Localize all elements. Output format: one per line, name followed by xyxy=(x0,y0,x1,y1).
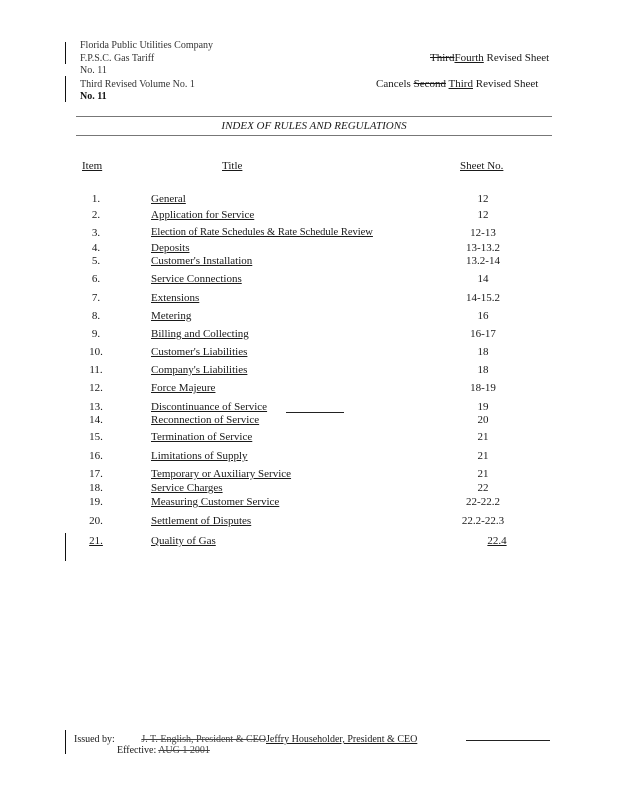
item-number: 11. xyxy=(89,364,103,376)
index-row xyxy=(0,382,623,396)
change-bar-header xyxy=(65,42,66,64)
item-sheet: 21 xyxy=(477,468,489,480)
volume-label: Third Revised Volume No. 1 xyxy=(80,79,195,90)
item-number: 19. xyxy=(89,496,103,508)
change-bar-footer xyxy=(65,730,66,754)
sheet-suffix-text: Revised Sheet xyxy=(486,52,550,64)
item-sheet: 21 xyxy=(477,431,489,443)
item-number: 16. xyxy=(89,450,103,462)
index-row xyxy=(0,431,623,445)
item-sheet: 18-19 xyxy=(470,382,496,394)
index-title: INDEX OF RULES AND REGULATIONS xyxy=(221,120,407,132)
item-title: Termination of Service xyxy=(151,431,253,443)
sheet-struck-text: Third xyxy=(430,52,455,64)
item-number: 10. xyxy=(89,346,103,358)
item-title: Settlement of Disputes xyxy=(151,515,252,527)
index-row xyxy=(0,468,623,482)
item-number: 7. xyxy=(91,292,101,304)
item-title: Quality of Gas xyxy=(151,535,216,547)
item-sheet: 22-22.2 xyxy=(466,496,500,508)
index-row xyxy=(0,310,623,324)
item-number: 5. xyxy=(91,255,101,267)
issued-label: Issued by: xyxy=(74,734,115,745)
item-number: 21. xyxy=(89,535,103,547)
index-row xyxy=(0,209,623,223)
item-title: Temporary or Auxiliary Service xyxy=(151,468,292,480)
item-number: 4. xyxy=(91,242,101,254)
cancels-struck-text: Second xyxy=(413,78,446,90)
item-title: Deposits xyxy=(151,242,190,254)
item-title: Application for Service xyxy=(151,209,255,221)
item-number: 17. xyxy=(89,468,103,480)
index-row xyxy=(0,242,623,256)
item-title: General xyxy=(151,193,186,205)
item-number: 20. xyxy=(89,515,103,527)
item-sheet: 22 xyxy=(477,482,489,494)
item-title: Reconnection of Service xyxy=(151,414,260,426)
item-title: Service Connections xyxy=(151,273,242,285)
item-title: Discontinuance of Service xyxy=(151,401,268,413)
effective-line xyxy=(117,745,210,756)
item-title: Service Charges xyxy=(151,482,223,494)
column-header-sheet: Sheet No. xyxy=(460,160,504,172)
item-title: Limitations of Supply xyxy=(151,450,248,462)
item-title: Company's Liabilities xyxy=(151,364,248,376)
index-row xyxy=(0,364,623,378)
item-number: 15. xyxy=(89,431,103,443)
index-row xyxy=(0,292,623,306)
company-name: Florida Public Utilities Company xyxy=(80,40,214,51)
item-number: 1. xyxy=(91,193,101,205)
column-header-title: Title xyxy=(222,160,243,172)
item-sheet: 18 xyxy=(477,364,489,376)
sheet-inserted-text: Fourth xyxy=(454,52,484,64)
index-row xyxy=(0,255,623,269)
item-title: Billing and Collecting xyxy=(151,328,249,340)
item-number: 12. xyxy=(89,382,103,394)
tariff-number: No. 11 xyxy=(80,65,107,76)
item-sheet: 21 xyxy=(477,450,489,462)
item-title: Extensions xyxy=(151,292,200,304)
item-title: Election of Rate Schedules & Rate Schedule Review xyxy=(151,227,373,238)
issued-by-line xyxy=(74,734,417,745)
item-sheet: 13-13.2 xyxy=(466,242,500,254)
index-row xyxy=(0,414,623,428)
index-row xyxy=(0,227,623,241)
item-title: Force Majeure xyxy=(151,382,216,394)
index-row xyxy=(0,346,623,360)
item-sheet: 18 xyxy=(477,346,489,358)
title-rule-bottom xyxy=(76,135,552,136)
cancels-prefix: Cancels xyxy=(376,78,411,90)
item-sheet: 19 xyxy=(477,401,489,413)
item-number: 6. xyxy=(91,273,101,285)
index-row xyxy=(0,273,623,287)
index-row xyxy=(0,193,623,207)
item-sheet: 22.2-22.3 xyxy=(461,515,505,527)
volume-number: No. 11 xyxy=(80,91,107,102)
column-header-item: Item xyxy=(82,160,103,172)
index-row xyxy=(0,328,623,342)
revised-sheet-line xyxy=(430,52,549,64)
tariff-name: F.P.S.C. Gas Tariff xyxy=(80,53,155,64)
index-row xyxy=(0,482,623,496)
item-sheet: 22.4 xyxy=(487,535,507,547)
item-sheet: 14 xyxy=(477,273,489,285)
item-sheet: 12-13 xyxy=(470,227,496,239)
cancels-suffix-text: Revised Sheet xyxy=(475,78,539,90)
item-sheet: 16-17 xyxy=(470,328,496,340)
item-number: 8. xyxy=(91,310,101,322)
cancels-inserted-text: Third xyxy=(448,78,473,90)
item-sheet: 12 xyxy=(477,193,489,205)
item-sheet: 13.2-14 xyxy=(466,255,500,267)
item-number: 2. xyxy=(91,209,101,221)
issued-inserted-name: Jeffry Householder, President & CEO xyxy=(265,734,418,745)
item-sheet: 20 xyxy=(477,414,489,426)
item-number: 13. xyxy=(89,401,103,413)
item-sheet: 14-15.2 xyxy=(466,292,500,304)
change-bar-volume xyxy=(65,76,66,102)
blank-underline xyxy=(286,412,344,413)
index-row xyxy=(0,496,623,510)
effective-label: Effective: xyxy=(117,745,157,756)
item-number: 18. xyxy=(89,482,103,494)
signature-line xyxy=(466,740,550,741)
item-title: Measuring Customer Service xyxy=(151,496,280,508)
issued-struck-name: J. T. English, President & CEO xyxy=(141,734,266,745)
item-title: Metering xyxy=(151,310,192,322)
item-number: 3. xyxy=(91,227,101,239)
item-number: 9. xyxy=(91,328,101,340)
index-row xyxy=(0,450,623,464)
item-title: Customer's Installation xyxy=(151,255,253,267)
title-rule-top xyxy=(76,116,552,117)
item-sheet: 16 xyxy=(477,310,489,322)
index-row xyxy=(0,515,623,529)
cancels-sheet-line xyxy=(376,78,538,90)
item-number: 14. xyxy=(89,414,103,426)
item-sheet: 12 xyxy=(477,209,489,221)
index-row xyxy=(0,535,623,549)
item-title: Customer's Liabilities xyxy=(151,346,248,358)
effective-struck-date: AUG 1 2001 xyxy=(158,745,210,756)
